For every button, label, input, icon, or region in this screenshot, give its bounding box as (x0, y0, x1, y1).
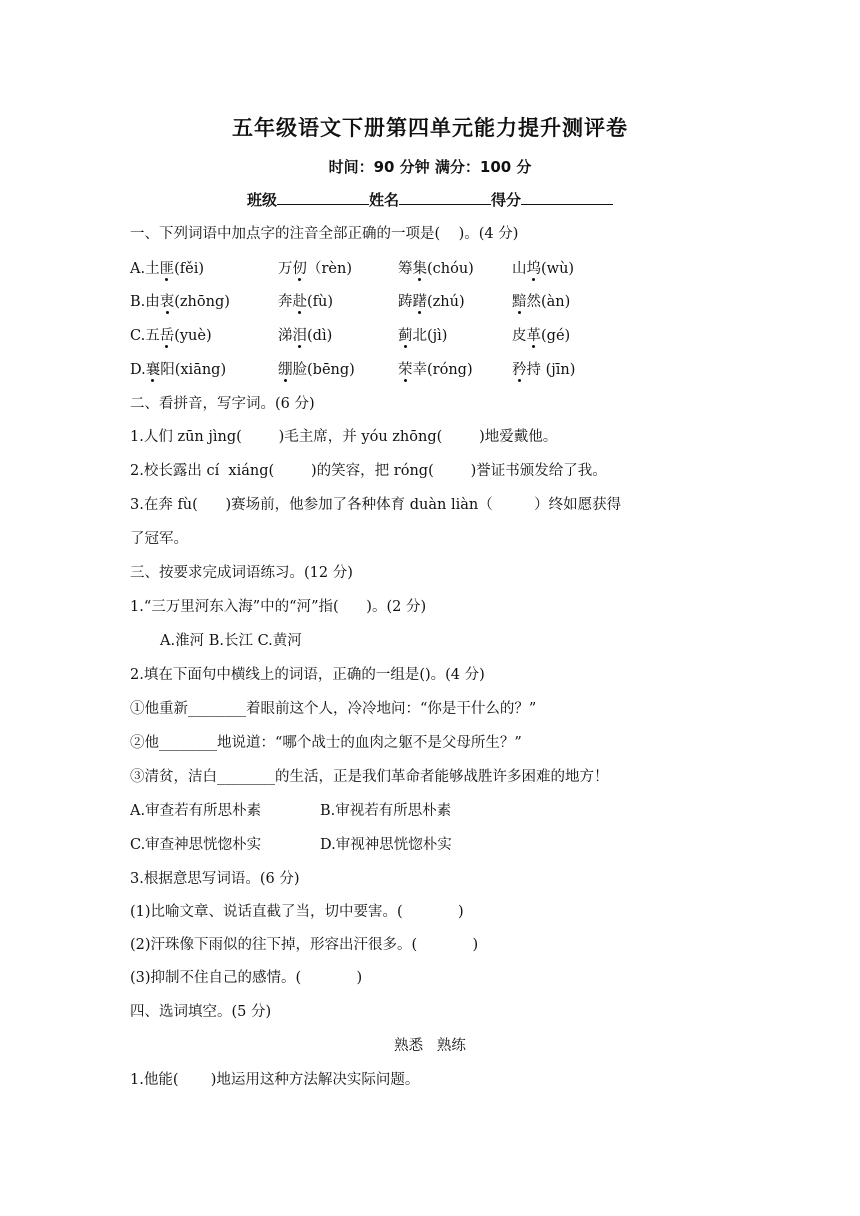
section1-word: 筹集(chóu) (398, 261, 474, 277)
section2-q1: 1.人们 zūn jìng( )毛主席，并 yóu zhōng( )地爱戴他。 (130, 429, 558, 445)
section1-word: A.土匪(fěi) (130, 261, 204, 277)
section3-q3: 3.根据意思写词语。(6 分) (130, 871, 300, 887)
dotted-character: 匪 (159, 261, 175, 277)
dotted-character: 坞 (526, 261, 541, 277)
section1-word: 矜持 (jīn) (512, 362, 576, 378)
section1-word: 黯然(àn) (512, 294, 571, 310)
dotted-character: 集 (412, 261, 427, 277)
dotted-character: 蓟 (398, 328, 413, 344)
section1-word: 蓟北(jì) (398, 328, 448, 344)
name-label: 姓名 (368, 191, 399, 209)
section1-option-label: B. (130, 294, 146, 310)
score-label: 得分 (491, 191, 522, 209)
dotted-character: 赴 (292, 294, 307, 310)
section1-option-row (130, 324, 750, 344)
section3-q3-item2: (2)汗珠像下雨似的往下掉，形容出汗很多。( ) (130, 937, 479, 953)
section1-word: 皮革(gé) (512, 328, 571, 344)
dotted-character: 绷 (278, 362, 293, 378)
dotted-character: 革 (526, 328, 541, 344)
section1-word: D.襄阳(xiāng) (130, 362, 227, 378)
section3-q2-option-d: D.审视神思恍惚朴实 (320, 837, 452, 853)
dotted-character: 衷 (159, 294, 175, 310)
section3-q1: 1.“三万里河东入海”中的“河”指( )。(2 分) (130, 599, 427, 615)
section3-q1-options: A.淮河 B.长江 C.黄河 (160, 633, 302, 649)
section1-word: B.由衷(zhōng) (130, 294, 230, 310)
dotted-character: 荣 (398, 362, 413, 378)
section3-heading: 三、按要求完成词语练习。(12 分) (130, 565, 353, 581)
section3-q2-sentence1: ①他重新________着眼前这个人，冷冷地问：“你是干什么的？” (130, 701, 537, 717)
class-label: 班级 (246, 191, 277, 209)
time-score-line: 时间：90 分钟 满分：100 分 (328, 158, 532, 176)
section1-option-row (130, 290, 750, 310)
section1-word: 山坞(wù) (512, 261, 575, 277)
section3-q2-option-b: B.审视若有所思朴素 (320, 803, 452, 819)
section1-word: 涕泪(dì) (278, 328, 333, 344)
dotted-character: 襄 (145, 362, 161, 378)
student-info-line (0, 189, 860, 210)
dotted-character: 岳 (159, 328, 175, 344)
section3-q2-option-a: A.审查若有所思朴素 (130, 803, 262, 819)
class-blank[interactable] (277, 190, 369, 205)
section4-word-choices: 熟悉 熟练 (394, 1038, 466, 1054)
section2-q2: 2.校长露出 cí xiáng( )的笑容，把 róng( )誉证书颁发给了我。 (130, 463, 607, 479)
dotted-character: 矜 (512, 362, 527, 378)
section2-q3: 3.在奔 fù( )赛场前，他参加了各种体育 duàn liàn（ ）终如愿获得 (130, 497, 622, 513)
section3-q2-sentence3: ③清贫，洁白________的生活，正是我们革命者能够战胜许多困难的地方！ (130, 769, 609, 785)
section1-option-row (130, 257, 750, 277)
dotted-character: 黯 (512, 294, 527, 310)
score-blank[interactable] (521, 190, 613, 205)
section1-heading: 一、下列词语中加点字的注音全部正确的一项是( )。(4 分) (130, 226, 519, 242)
dotted-character: 仞 (292, 261, 307, 277)
section1-option-row (130, 358, 750, 378)
section3-q3-item1: (1)比喻文章、说话直截了当，切中要害。( ) (130, 904, 464, 920)
section2-heading: 二、看拼音，写字词。(6 分) (130, 396, 315, 412)
section1-word: 万仞（rèn) (278, 261, 353, 277)
section2-q3-cont: 了冠军。 (130, 531, 188, 547)
dotted-character: 泪 (292, 328, 307, 344)
section4-heading: 四、选词填空。(5 分) (130, 1004, 272, 1020)
section3-q2-sentence2: ②他________地说道：“哪个战士的血肉之躯不是父母所生？” (130, 735, 522, 751)
section1-option-label: C. (130, 328, 146, 344)
section1-word: 荣幸(róng) (398, 362, 473, 378)
section1-option-label: D. (130, 362, 146, 378)
section3-q2: 2.填在下面句中横线上的词语，正确的一组是()。(4 分) (130, 667, 485, 683)
page-title: 五年级语文下册第四单元能力提升测评卷 (232, 116, 628, 140)
section3-q2-option-c: C.审查神思恍惚朴实 (130, 837, 262, 853)
section1-word: 绷脸(bēng) (278, 362, 355, 378)
section1-word: 奔赴(fù) (278, 294, 334, 310)
name-blank[interactable] (399, 190, 491, 205)
section3-q3-item3: (3)抑制不住自己的感情。( ) (130, 970, 363, 986)
section1-option-label: A. (130, 261, 146, 277)
section1-word: 踌躇(zhú) (398, 294, 465, 310)
section4-q1: 1.他能( )地运用这种方法解决实际问题。 (130, 1072, 420, 1088)
section1-word: C.五岳(yuè) (130, 328, 212, 344)
dotted-character: 躇 (412, 294, 427, 310)
